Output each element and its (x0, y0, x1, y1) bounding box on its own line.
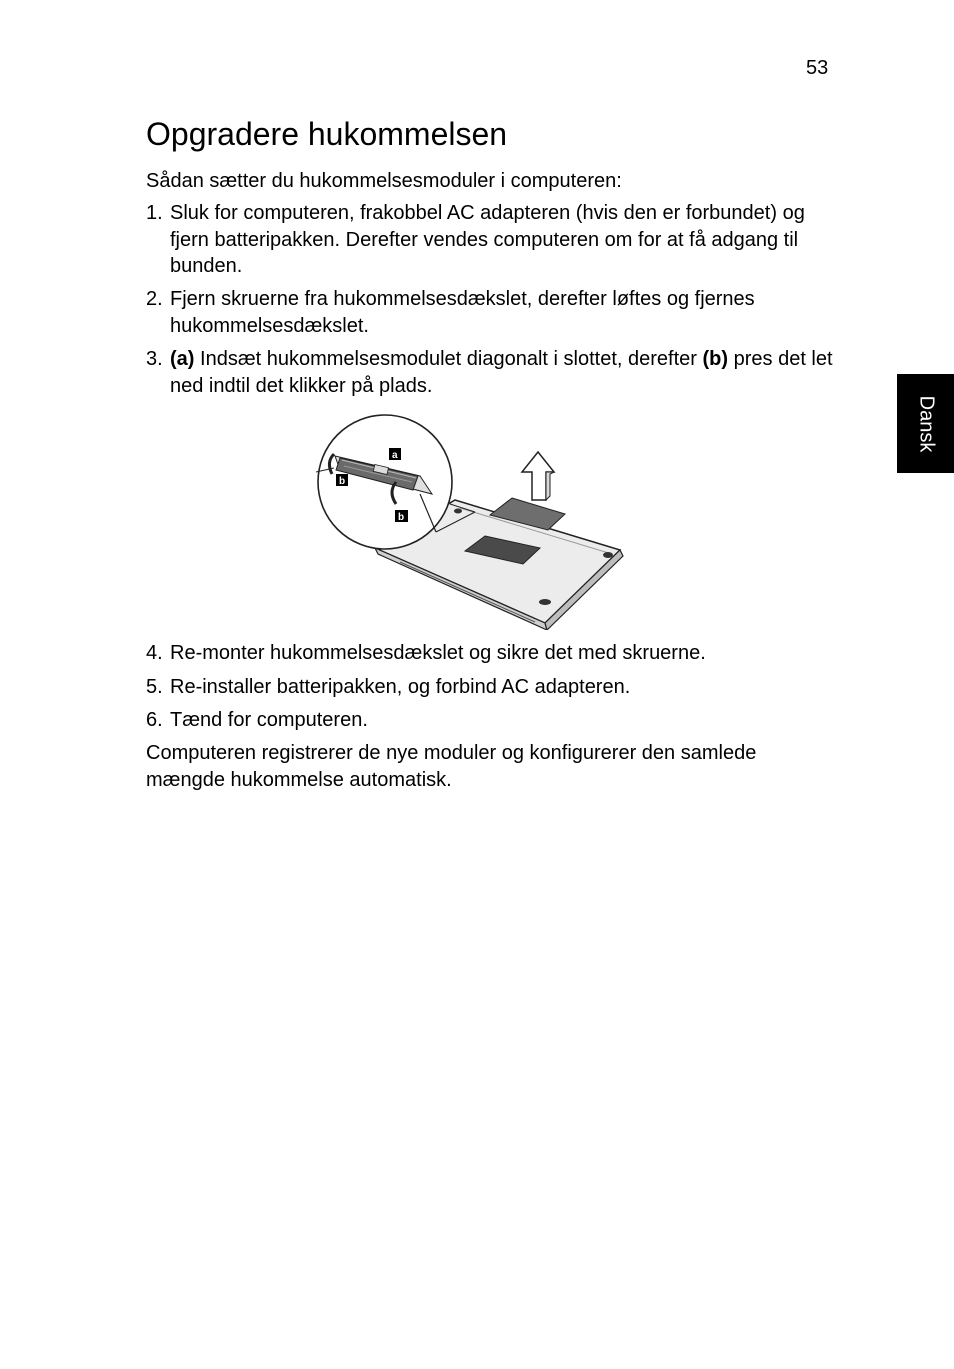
step-text: Re-monter hukommelsesdækslet og sikre det med skruerne. (170, 642, 706, 664)
step-text: Tænd for computeren. (170, 709, 368, 731)
label-a (389, 448, 401, 461)
language-tab (897, 374, 954, 473)
step-part-a-text: Indsæt hukommelsesmodulet diagonalt i slottet, derefter (194, 348, 703, 370)
step-text: Fjern skruerne fra hukommelsesdækslet, derefter løftes og fjernes hukommelsesdækslet. (170, 288, 755, 337)
step-text (170, 346, 836, 399)
page-number: 53 (806, 57, 829, 79)
svg-text:b: b (398, 512, 405, 523)
intro-text: Sådan sætter du hukommelsesmoduler i computeren: (146, 170, 622, 192)
step-number: 2. (146, 288, 163, 310)
label-b-left (336, 474, 348, 487)
step-part-b-label: (b) (702, 348, 729, 370)
step-number: 6. (146, 709, 163, 731)
step-part-a-label: (a) (170, 348, 195, 370)
lift-arrow-icon (522, 452, 554, 500)
step-part-b-text: pres det let ned indtil det klikker på plads. (170, 348, 833, 397)
laptop-bottom-diagram (300, 408, 640, 630)
step-number: 3. (146, 348, 163, 370)
label-b-bottom (395, 510, 408, 523)
svg-text:a: a (392, 450, 398, 461)
page-title: Opgradere hukommelsen (146, 116, 508, 152)
step-text: Re-installer batteripakken, og forbind AC adapteren. (170, 676, 631, 698)
step-number: 5. (146, 676, 163, 698)
closing-text: Computeren registrerer de nye moduler og konfigurerer den samlede mængde hukommelse automatisk. (146, 742, 757, 791)
memory-install-illustration (300, 408, 640, 630)
language-tab-label: Dansk (915, 395, 937, 452)
step-text: Sluk for computeren, frakobbel AC adapteren (hvis den er forbundet) og fjern batteripakken. Derefter vendes computeren om for at få adgang til bunden. (170, 202, 805, 277)
step-number: 4. (146, 642, 163, 664)
svg-text:b: b (339, 476, 346, 487)
step-number: 1. (146, 202, 163, 224)
